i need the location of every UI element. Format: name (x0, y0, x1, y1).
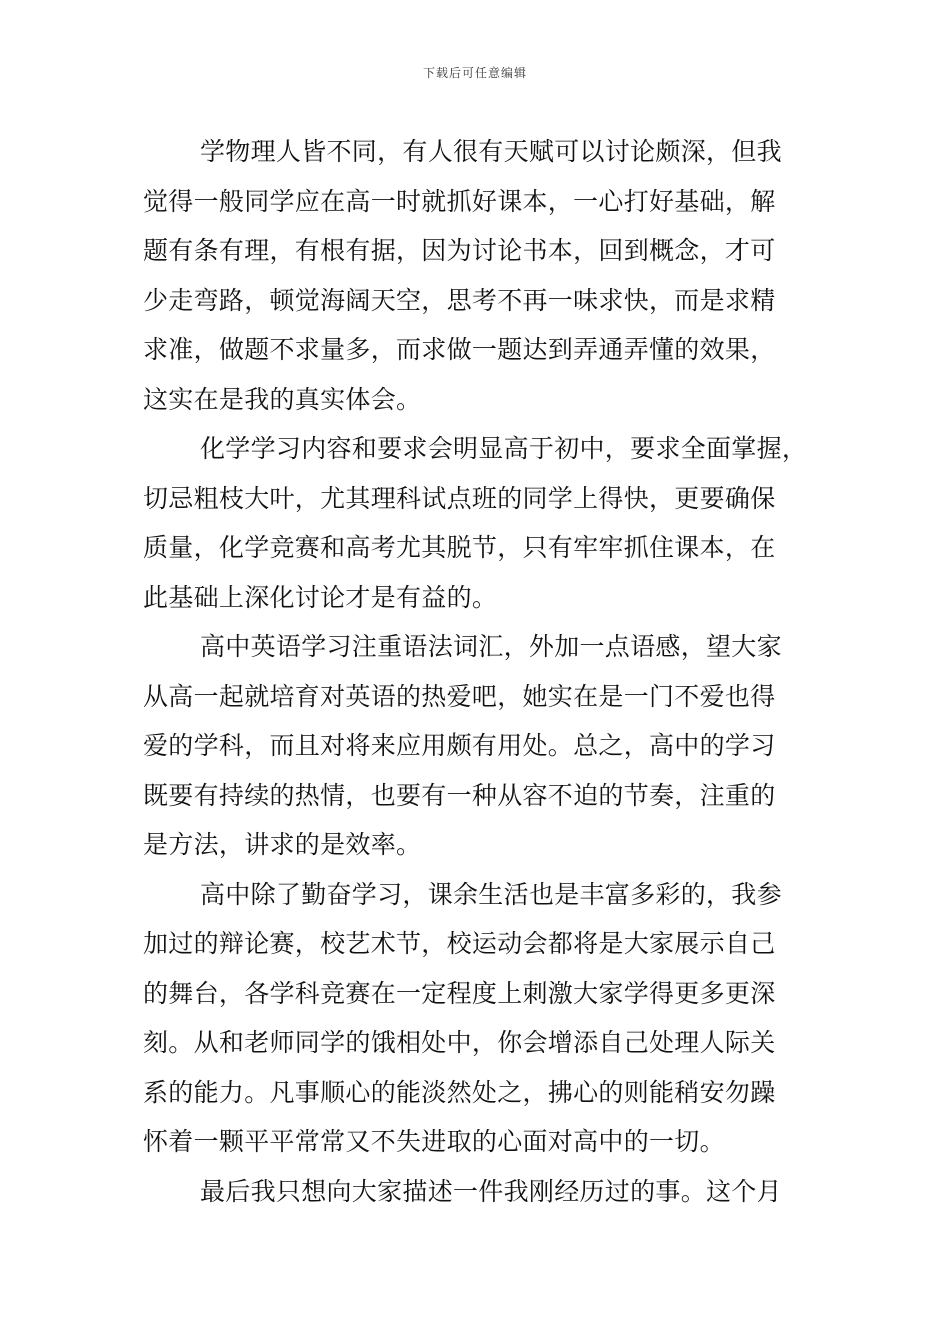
paragraph-line: 既要有持续的热情，也要有一种从容不迫的节奏，注重的 (143, 780, 776, 810)
paragraph-line: 高中除了勤奋学习，课余生活也是丰富多彩的，我参 (200, 879, 782, 909)
paragraph-line: 求准，做题不求量多，而求做一题达到弄通弄懂的效果， (143, 335, 776, 364)
paragraph-physics (143, 127, 833, 424)
paragraph-line: 刻。从和老师同学的饿相处中，你会增添自己处理人际关 (143, 1028, 776, 1057)
paragraph-line: 怀着一颗平平常常又不失进取的心面对高中的一切。 (143, 1127, 725, 1156)
paragraph-line: 题有条有理，有根有据，因为讨论书本，回到概念，才可 (143, 236, 776, 265)
paragraph-line: 少走弯路，顿觉海阔天空，思考不再一味求快，而是求精 (143, 285, 776, 315)
paragraph-line: 最后我只想向大家描述一件我刚经历过的事。这个月 (200, 1176, 782, 1206)
paragraph-line: 化学学习内容和要求会明显高于初中，要求全面掌握， (200, 434, 808, 463)
paragraph-line: 觉得一般同学应在高一时就抓好课本，一心打好基础，解 (143, 186, 776, 216)
paragraph-line: 质量，化学竞赛和高考尤其脱节，只有牢牢抓住课本，在 (143, 533, 776, 562)
paragraph-closing (143, 1167, 833, 1217)
paragraph-chemistry (143, 424, 833, 622)
paragraph-line: 此基础上深化讨论才是有益的。 (143, 582, 498, 612)
paragraph-line: 切忌粗枝大叶，尤其理科试点班的同学上得快，更要确保 (143, 483, 776, 513)
paragraph-english (143, 622, 833, 870)
paragraph-line: 系的能力。凡事顺心的能淡然处之，拂心的则能稍安勿躁 (143, 1077, 776, 1107)
paragraph-line: 高中英语学习注重语法词汇，外加一点语感，望大家 (200, 632, 782, 661)
page-header-note: 下载后可任意编辑 (422, 66, 527, 80)
paragraph-line: 加过的辩论赛，校艺术节，校运动会都将是大家展示自己 (143, 929, 776, 958)
paragraph-extracurricular (143, 870, 833, 1167)
paragraph-line: 这实在是我的真实体会。 (143, 384, 422, 414)
paragraph-line: 爱的学科，而且对将来应用颇有用处。总之，高中的学习 (143, 731, 776, 760)
paragraph-line: 是方法，讲求的是效率。 (143, 830, 422, 859)
paragraph-line: 的舞台，各学科竞赛在一定程度上刺激大家学得更多更深 (143, 978, 776, 1008)
document-body (143, 127, 833, 1216)
paragraph-line: 从高一起就培育对英语的热爱吧，她实在是一门不爱也得 (143, 681, 776, 711)
paragraph-line: 学物理人皆不同，有人很有天赋可以讨论颇深，但我 (200, 137, 782, 166)
